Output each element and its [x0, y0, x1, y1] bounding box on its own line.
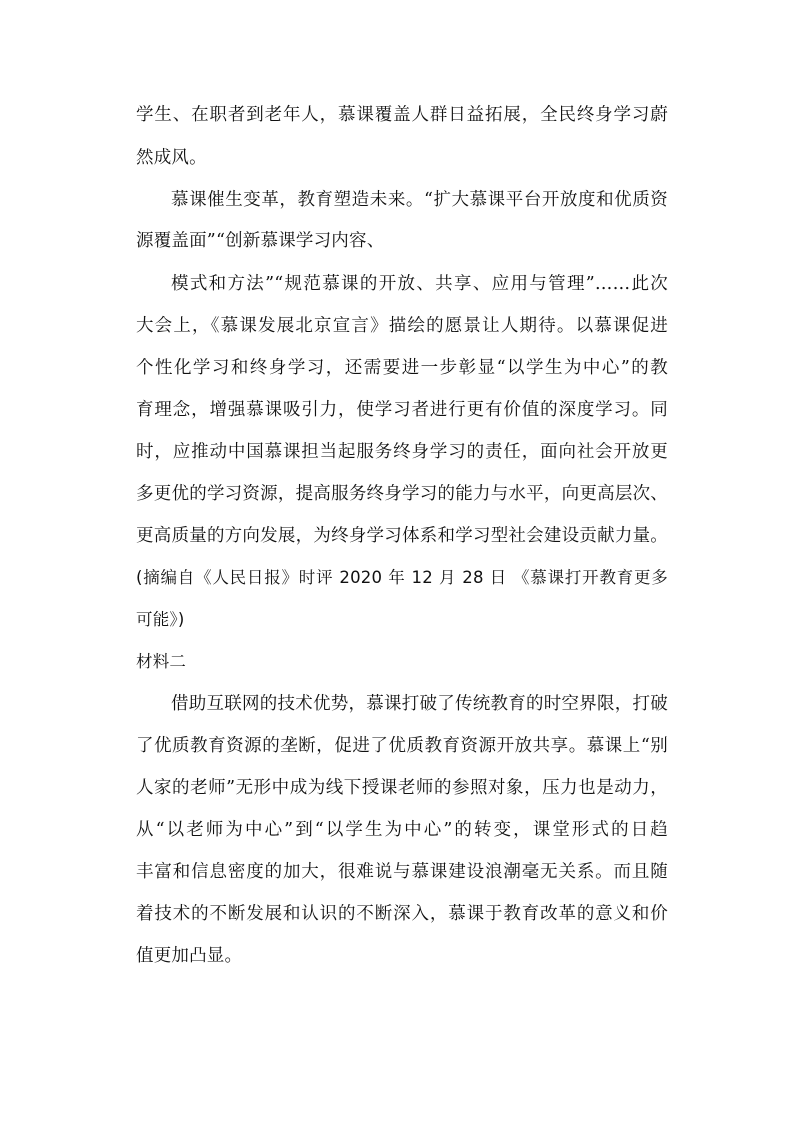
- paragraph-2-line-2: 源覆盖面”“创新慕课学习内容、: [136, 231, 385, 251]
- paragraph-3-line-4: 从“以老师为中心”到“以学生为中心”的转变，课堂形式的日趋: [136, 820, 668, 840]
- paragraph-2-line-8: 多更优的学习资源，提高服务终身学习的能力与水平，向更高层次、: [136, 484, 668, 504]
- paragraph-2-line-7: 时，应推动中国慕课担当起服务终身学习的责任，面向社会开放更: [136, 442, 668, 462]
- paragraph-3-line-2: 了优质教育资源的垄断，促进了优质教育资源开放共享。慕课上“别: [136, 736, 668, 756]
- paragraph-3-line-7: 值更加凸显。: [136, 946, 243, 966]
- paragraph-2-line-6: 育理念，增强慕课吸引力，使学习者进行更有价值的深度学习。同: [136, 400, 668, 420]
- section-heading: 材料二: [136, 652, 187, 671]
- paragraph-3-line-6: 着技术的不断发展和认识的不断深入，慕课于教育改革的意义和价: [136, 904, 668, 924]
- paragraph-1-line-1: 学生、在职者到老年人，慕课覆盖人群日益拓展，全民终身学习蔚: [136, 105, 668, 125]
- paragraph-3-line-3: 人家的老师”无形中成为线下授课老师的参照对象，压力也是动力，: [136, 778, 668, 798]
- paragraph-2-line-5: 个性化学习和终身学习，还需要进一步彰显“以学生为中心”的教: [136, 358, 668, 378]
- paragraph-2-line-3: 模式和方法”“规范慕课的开放、共享、应用与管理”……此次: [171, 274, 668, 294]
- paragraph-2-line-1: 慕课催生变革，教育塑造未来。“扩大慕课平台开放度和优质资: [171, 190, 668, 210]
- paragraph-3-line-5: 丰富和信息密度的加大，很难说与慕课建设浪潮毫无关系。而且随: [136, 862, 668, 882]
- paragraph-2-line-4: 大会上，《慕课发展北京宣言》描绘的愿景让人期待。以慕课促进: [136, 316, 668, 336]
- source-citation-line-2: 可能》): [136, 610, 185, 629]
- source-citation-line-1: (摘编自《人民日报》时评 2020 年 12 月 28 日 《慕课打开教育更多: [136, 568, 668, 587]
- paragraph-2-line-9: 更高质量的方向发展，为终身学习体系和学习型社会建设贡献力量。: [136, 526, 668, 546]
- paragraph-3-line-1: 借助互联网的技术优势，慕课打破了传统教育的时空界限，打破: [171, 694, 668, 714]
- paragraph-1-line-2: 然成风。: [136, 148, 207, 168]
